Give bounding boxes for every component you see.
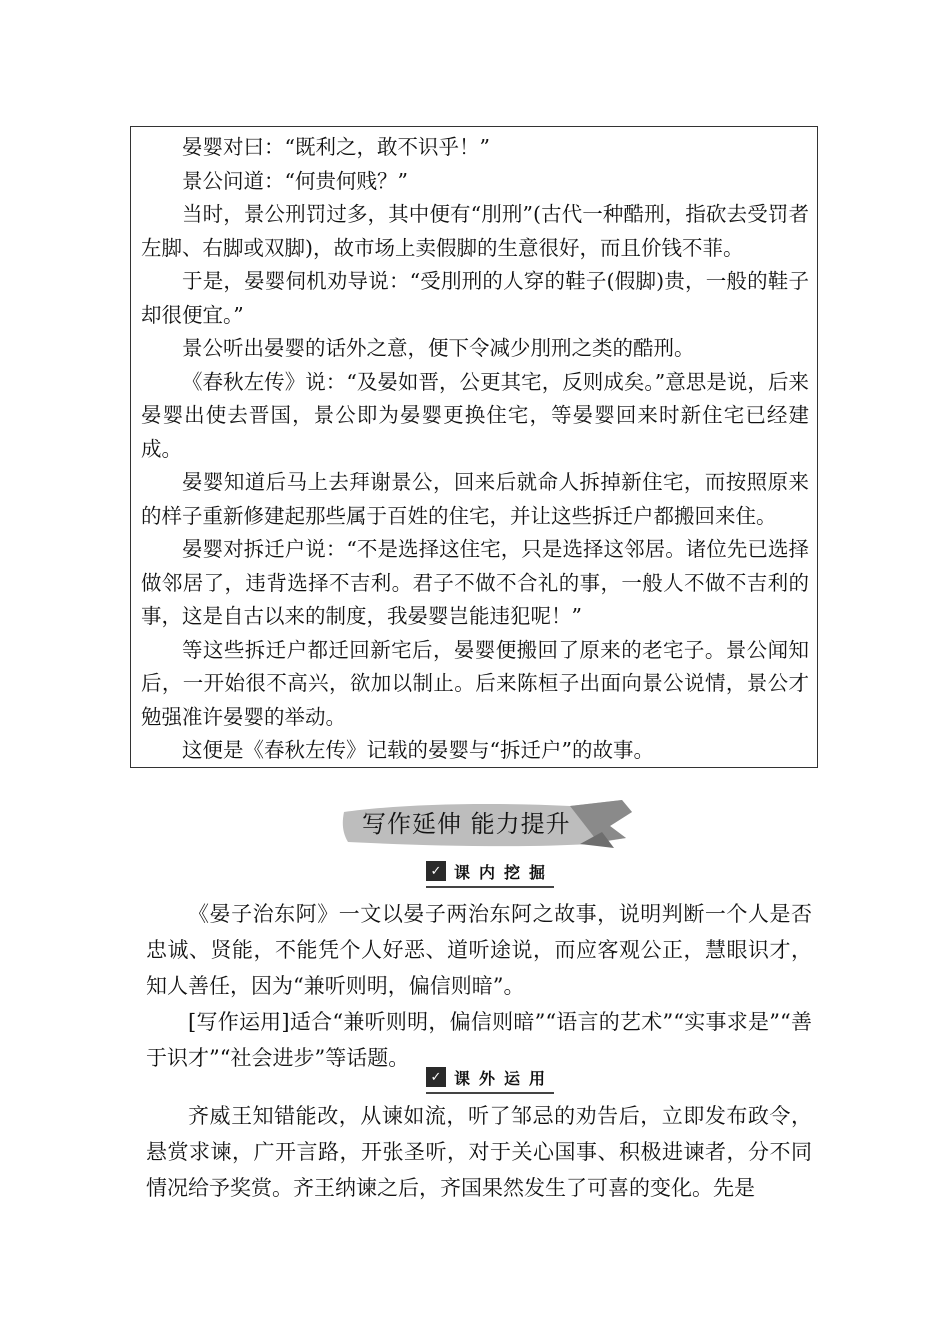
section-underline <box>426 886 554 888</box>
section-header-outer <box>426 1064 554 1090</box>
section-title: 课外运用 <box>454 1068 555 1088</box>
story-paragraph: 《春秋左传》说：“及晏如晋，公更其宅，反则成矣。”意思是说，后来晏婴出使去晋国，景公即为晏婴更换住宅，等晏婴回来时新住宅已经建成。 <box>141 369 809 461</box>
body-paragraph: 《晏子治东阿》一文以晏子两治东阿之故事，说明判断一个人是否忠诚、贤能，不能凭个人好恶、道听途说，而应客观公正，慧眼识才，知人善任，因为“兼听则明，偏信则暗”。 <box>146 902 812 998</box>
story-paragraph: 这便是《春秋左传》记载的晏婴与“拆迁户”的故事。 <box>182 738 654 762</box>
story-paragraph: 当时，景公刑罚过多，其中便有“刖刑”(古代一种酷刑，指砍去受罚者左脚、右脚或双脚)，故市场上卖假脚的生意很好，而且价钱不菲。 <box>141 202 809 260</box>
section-banner <box>340 792 636 854</box>
story-box <box>130 126 818 768</box>
story-paragraph: 晏婴对曰：“既利之，敢不识乎！” <box>182 135 490 159</box>
checkbox-icon: ✓ <box>426 1067 446 1087</box>
story-paragraph: 景公听出晏婴的话外之意，便下令减少刖刑之类的酷刑。 <box>182 336 695 360</box>
section-title: 课内挖掘 <box>454 862 555 882</box>
banner-title: 写作延伸 能力提升 <box>362 810 571 838</box>
section-underline <box>426 1092 554 1094</box>
section-outer-body <box>146 1098 812 1206</box>
story-paragraph: 等这些拆迁户都迁回新宅后，晏婴便搬回了原来的老宅子。景公闻知后，一开始很不高兴，欲加以制止。后来陈桓子出面向景公说情，景公才勉强准许晏婴的举动。 <box>141 637 809 729</box>
section-inner-body <box>146 896 812 1076</box>
body-paragraph: 齐威王知错能改，从谏如流，听了邹忌的劝告后，立即发布政令，悬赏求谏，广开言路，开张圣听，对于关心国事、积极进谏者，分不同情况给予奖赏。齐王纳谏之后，齐国果然发生了可喜的变化。先是 <box>146 1104 812 1200</box>
story-paragraph: 晏婴知道后马上去拜谢景公，回来后就命人拆掉新住宅，而按照原来的样子重新修建起那些属于百姓的住宅，并让这些拆迁户都搬回来住。 <box>141 470 809 528</box>
story-paragraph: 景公问道：“何贵何贱？” <box>182 168 408 193</box>
checkbox-icon: ✓ <box>426 861 446 881</box>
story-paragraph: 晏婴对拆迁户说：“不是选择这住宅，只是选择这邻居。诸位先已选择做邻居了，违背选择不吉利。君子不做不合礼的事，一般人不做不吉利的事，这是自古以来的制度，我晏婴岂能违犯呢！” <box>141 537 809 628</box>
story-paragraph: 于是，晏婴伺机劝导说：“受刖刑的人穿的鞋子(假脚)贵，一般的鞋子却很便宜。” <box>141 269 809 327</box>
section-header-inner <box>426 858 554 884</box>
body-paragraph: [写作运用]适合“兼听则明，偏信则暗”“语言的艺术”“实事求是”“善于识才”“社会进步”等话题。 <box>146 1010 812 1070</box>
